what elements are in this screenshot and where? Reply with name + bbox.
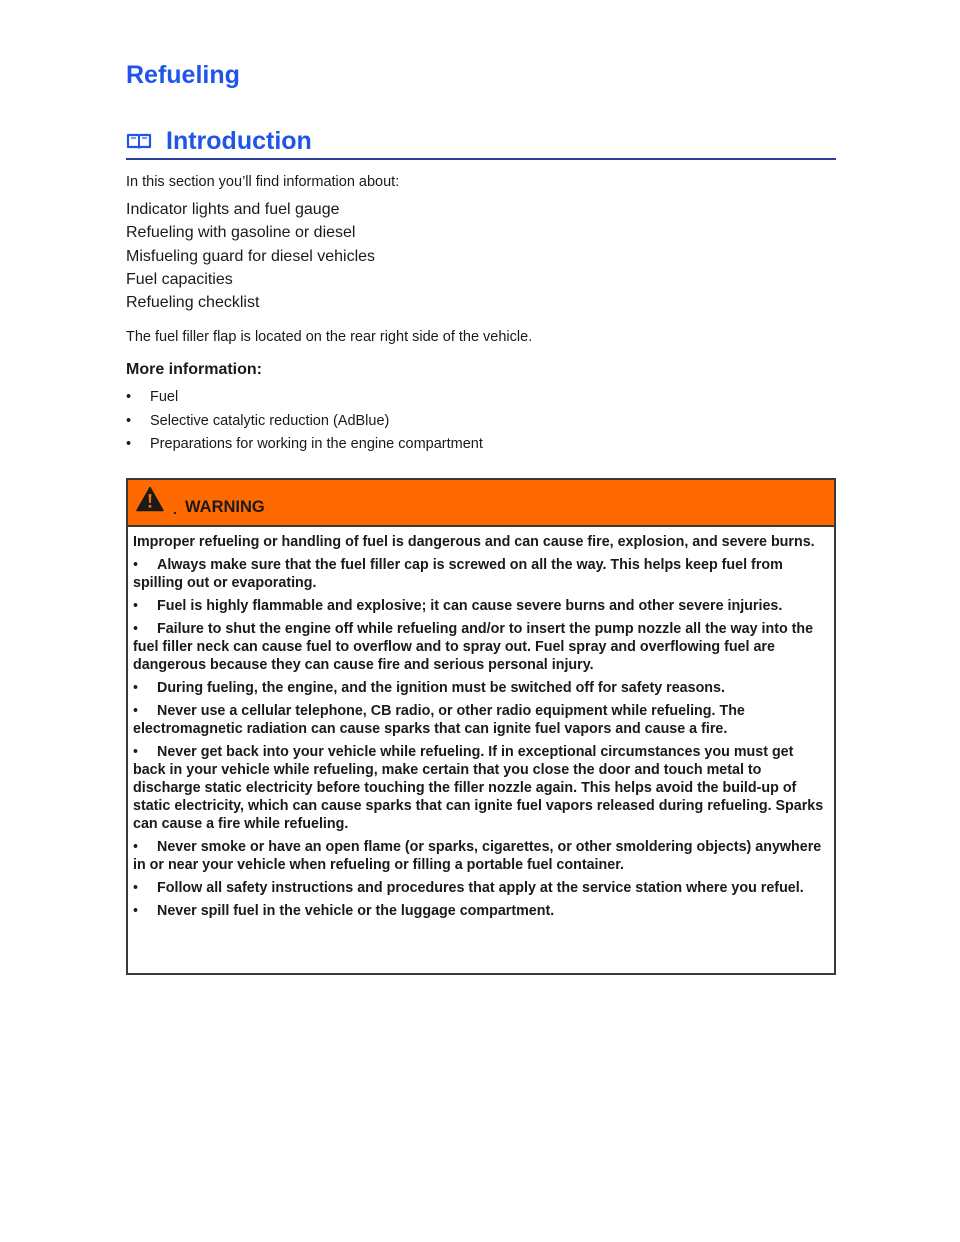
warning-item: • Never smoke or have an open flame (or sparks, cigarettes, or other smoldering objects) anywhere in or near your vehicle when refueling or filling a portable fuel container. [133,838,828,874]
warning-triangle-icon [136,486,164,512]
warning-label: WARNING [185,498,265,516]
page-title: Refueling [126,61,240,89]
book-icon [126,133,152,149]
warning-item: • Follow all safety instructions and procedures that apply at the service station where you refuel. [133,879,828,897]
section-title: Introduction [166,127,312,155]
fuel-flap-note: The fuel filler flap is located on the rear right side of the vehicle. [126,329,533,345]
warning-body [128,527,834,920]
more-information-link-fuel[interactable]: Fuel [150,389,179,405]
more-information-title: More information: [126,361,262,378]
warning-item: • Never get back into your vehicle while refueling. If in exceptional circumstances you must get back in your vehicle while refueling, make certain that you close the door and touch metal to discharge static electricity before touching the filler nozzle again. This helps avoid the build-up of static electricity, which can cause sparks that can ignite fuel vapors released during refueling. Sparks can cause a fire while refueling. [133,743,828,833]
warning-item: • Always make sure that the fuel filler cap is screwed on all the way. This helps keep fuel from spilling out or evaporating. [133,556,828,592]
topic-item[interactable]: Misfueling guard for diesel vehicles [126,247,376,265]
warning-dot: . [173,501,177,517]
topic-item[interactable]: Refueling with gasoline or diesel [126,224,356,242]
more-information-link-adblue[interactable]: Selective catalytic reduction (AdBlue) [150,412,390,429]
more-information-link-engine-compartment[interactable]: Preparations for working in the engine compartment [150,436,483,452]
more-information-item [126,388,483,412]
topic-item[interactable]: Refueling checklist [126,294,260,312]
intro-text: In this section you’ll find information about: [126,174,400,190]
warning-item: • Failure to shut the engine off while refueling and/or to insert the pump nozzle all the way into the fuel filler neck can cause fuel to overflow and to spray out. Fuel spray and overflowing fuel are dangerous because they can cause fire and serious personal injury. [133,620,828,674]
section-header [126,124,836,160]
warning-item: • Never use a cellular telephone, CB radio, or other radio equipment while refueling. The electromagnetic radiation can cause sparks that can ignite fuel vapors and cause a fire. [133,702,828,738]
warning-item: • Fuel is highly flammable and explosive; it can cause severe burns and other severe injuries. [133,597,828,615]
warning-header [128,480,834,527]
topic-item[interactable]: Fuel capacities [126,270,233,288]
more-information-list [126,388,483,459]
more-information-item [126,412,483,436]
topic-list [126,198,375,314]
warning-item: • Never spill fuel in the vehicle or the luggage compartment. [133,902,828,920]
topic-item[interactable]: Indicator lights and fuel gauge [126,201,340,218]
warning-lead: Improper refueling or handling of fuel is dangerous and can cause fire, explosion, and severe burns. [133,534,815,550]
warning-item: • During fueling, the engine, and the ignition must be switched off for safety reasons. [133,679,828,697]
more-information-item [126,435,483,459]
warning-box [126,478,836,975]
